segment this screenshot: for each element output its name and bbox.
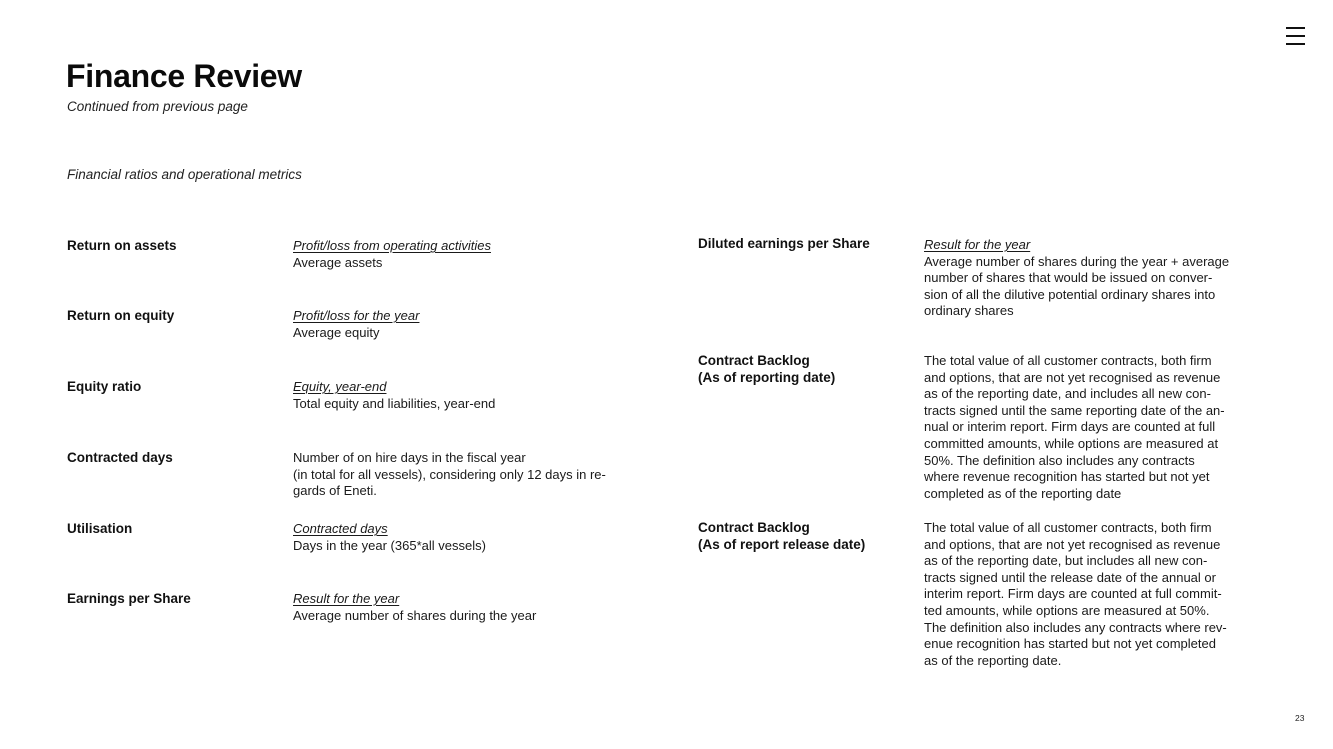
formula-denominator: Days in the year (365*all vessels) [293, 537, 486, 553]
formula-denominator-line: number of shares that would be issued on conver- [924, 270, 1213, 286]
term-line: (As of reporting date) [698, 369, 836, 385]
formula-denominator: Total equity and liabilities, year-end [293, 395, 496, 411]
definition-contract-backlog-reporting-date [924, 353, 1225, 502]
formula-denominator-line: Average number of shares during the year + average [924, 253, 1230, 269]
formula-numerator: Profit/loss from operating activities [293, 238, 491, 253]
formula-utilisation [293, 521, 486, 554]
term-return-on-assets: Return on assets [67, 238, 177, 253]
hamburger-menu-icon[interactable] [1286, 27, 1306, 45]
definition-line: as of the reporting date, but includes all new con- [924, 553, 1208, 569]
formula-denominator-line: ordinary shares [924, 303, 1014, 319]
definition-line: nual or interim report. Firm days are counted at full [924, 419, 1216, 435]
menu-bar [1286, 27, 1305, 29]
formula-numerator: Profit/loss for the year [293, 308, 420, 323]
formula-return-on-equity [293, 308, 419, 341]
definition-line: as of the reporting date. [924, 652, 1062, 668]
page-subtitle: Continued from previous page [67, 99, 248, 114]
definition-line: and options, that are not yet recognised as revenue [924, 369, 1221, 385]
definition-line: completed as of the reporting date [924, 485, 1122, 501]
definition-line: where revenue recognition has started but not yet [924, 469, 1210, 485]
page-number: 23 [1295, 713, 1305, 723]
term-utilisation: Utilisation [67, 521, 133, 536]
definition-line: committed amounts, while options are measured at [924, 435, 1219, 451]
term-diluted-earnings-per-share: Diluted earnings per Share [698, 236, 870, 251]
definition-contracted-days [293, 450, 606, 500]
definition-line: The total value of all customer contracts, both firm [924, 353, 1212, 368]
formula-numerator: Result for the year [924, 237, 1031, 252]
definition-line: The total value of all customer contracts, both firm [924, 520, 1212, 535]
formula-numerator: Contracted days [293, 521, 388, 536]
definition-line: ted amounts, while options are measured at 50%. [924, 602, 1210, 618]
definition-line: tracts signed until the release date of the annual or [924, 569, 1216, 585]
menu-bar [1286, 43, 1305, 45]
formula-diluted-earnings-per-share [924, 237, 1229, 320]
definition-line: 50%. The definition also includes any contracts [924, 452, 1195, 468]
section-heading: Financial ratios and operational metrics [67, 167, 302, 182]
page-title: Finance Review [66, 58, 302, 94]
definition-line: as of the reporting date, and includes all new con- [924, 386, 1211, 402]
term-contract-backlog-release-date [698, 520, 865, 553]
term-equity-ratio: Equity ratio [67, 379, 142, 394]
term-line: Contract Backlog [698, 520, 810, 535]
definition-line: tracts signed until the same reporting date of the an- [924, 402, 1225, 418]
term-earnings-per-share: Earnings per Share [67, 591, 191, 606]
term-line: (As of report release date) [698, 536, 866, 552]
formula-denominator: Average assets [293, 254, 383, 270]
formula-equity-ratio [293, 379, 495, 412]
formula-return-on-assets [293, 238, 491, 271]
formula-numerator: Result for the year [293, 591, 400, 606]
definition-line: and options, that are not yet recognised as revenue [924, 536, 1221, 552]
formula-denominator-line: sion of all the dilutive potential ordinary shares into [924, 286, 1216, 302]
definition-line: The definition also includes any contracts where rev- [924, 619, 1227, 635]
definition-line: interim report. Firm days are counted at full commit- [924, 586, 1222, 602]
formula-denominator: Average number of shares during the year [293, 607, 537, 623]
term-contracted-days: Contracted days [67, 450, 173, 465]
definition-line: (in total for all vessels), considering only 12 days in re- [293, 466, 606, 482]
formula-earnings-per-share [293, 591, 536, 624]
formula-denominator: Average equity [293, 324, 380, 340]
definition-contract-backlog-release-date [924, 520, 1227, 669]
definition-line: enue recognition has started but not yet completed [924, 636, 1216, 652]
term-contract-backlog-reporting-date [698, 353, 835, 386]
term-line: Contract Backlog [698, 353, 810, 368]
definition-line: Number of on hire days in the fiscal year [293, 450, 526, 465]
definition-line: gards of Eneti. [293, 483, 377, 499]
term-return-on-equity: Return on equity [67, 308, 175, 323]
formula-numerator: Equity, year-end [293, 379, 387, 394]
menu-bar [1286, 35, 1305, 37]
